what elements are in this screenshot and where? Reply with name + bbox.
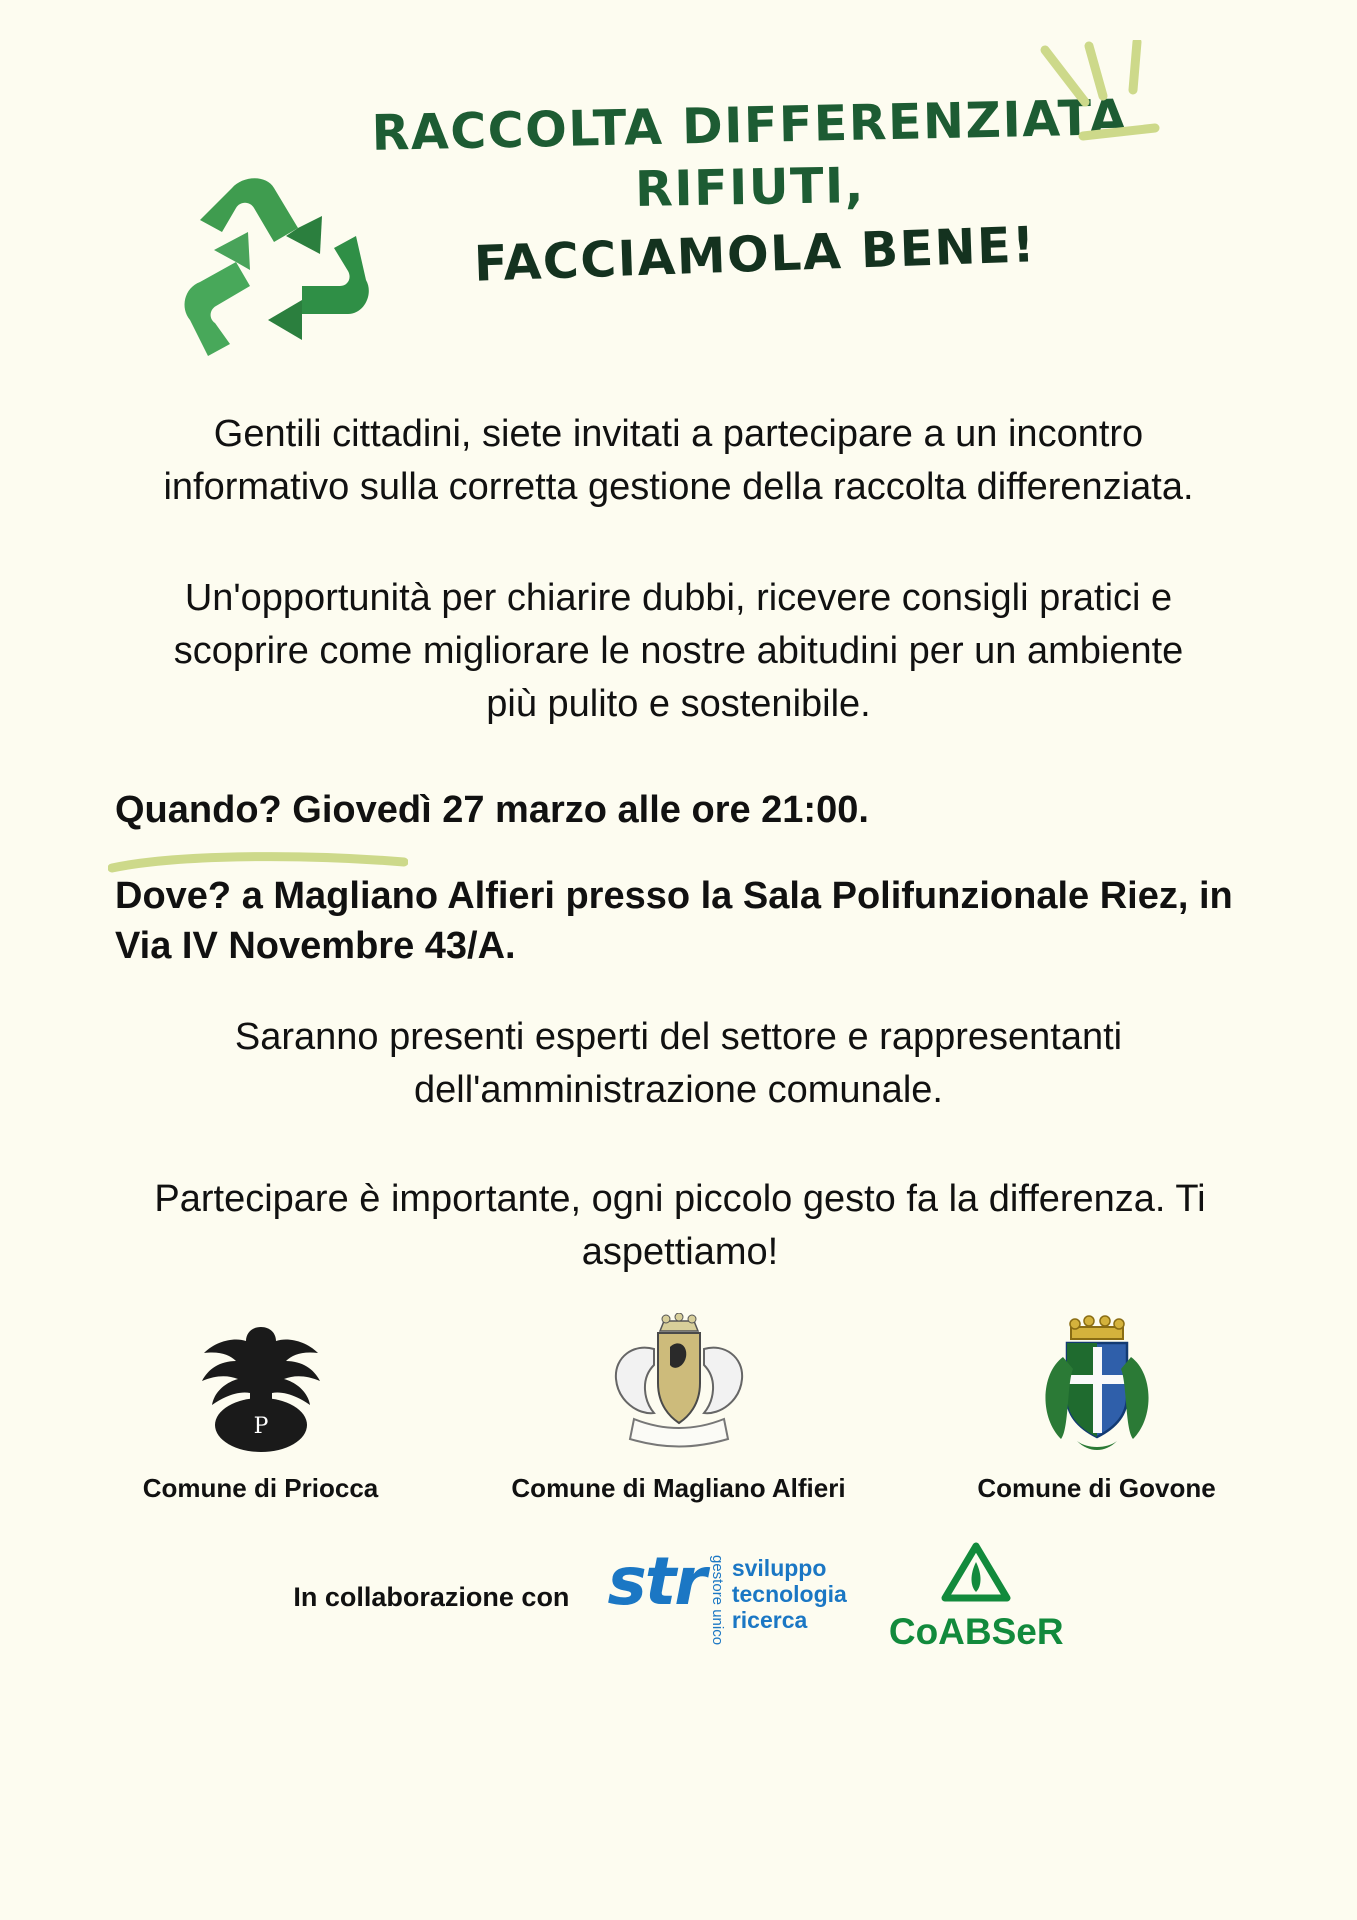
str-logo (607, 1543, 847, 1646)
coabser-logo (889, 1542, 1064, 1653)
eagle-crest-icon (76, 1313, 446, 1463)
coabser-wordmark: CoABSeR (888, 1611, 1064, 1652)
sparkle-decoration-icon (1027, 40, 1177, 180)
str-tagline-3: ricerca (731, 1607, 808, 1634)
collaboration-label: In collaborazione con (293, 1582, 570, 1612)
comuni-logos (60, 1313, 1297, 1504)
comune-priocca (76, 1313, 446, 1504)
str-vertical-text: gestore unico (708, 1555, 726, 1646)
headline-line-3: FACCIAMOLA BENE! (473, 216, 1037, 293)
paragraph-opportunity: Un'opportunità per chiarire dubbi, ricevere consigli pratici e scoprire come migliorare le nostre abitudini per un ambiente più pulito e sostenibile. (173, 577, 1184, 725)
poster-body (60, 408, 1297, 1279)
shield-crest-icon (912, 1313, 1282, 1463)
paragraph-intro: Gentili cittadini, siete invitati a partecipare a un incontro informativo sulla corretta gestione della raccolta differenziata. (163, 413, 1194, 508)
comune-label: Comune di Magliano Alfieri (511, 1473, 846, 1503)
headline-line-2: RIFIUTI, (634, 156, 866, 219)
coabser-tree-icon (941, 1542, 1011, 1609)
str-wordmark: str (607, 1543, 705, 1621)
svg-text:P: P (253, 1414, 268, 1439)
underline-swoosh-icon (108, 837, 408, 859)
headline-line-1: RACCOLTA DIFFERENZIATA (371, 89, 1129, 162)
paragraph-closing: Partecipare è importante, ogni piccolo gesto fa la differenza. Ti aspettiamo! (154, 1178, 1206, 1273)
str-tagline-2: tecnologia (731, 1581, 847, 1608)
comune-label: Comune di Govone (977, 1473, 1216, 1503)
str-tagline-1: sviluppo (731, 1555, 827, 1582)
comune-label: Comune di Priocca (142, 1473, 379, 1503)
detail-when-text: Quando? Giovedì 27 marzo alle ore 21:00. (115, 789, 869, 831)
str-taglines (732, 1555, 847, 1633)
detail-where-text: Dove? a Magliano Alfieri presso la Sala Polifunzionale Riez, in Via IV Novembre 43/A. (115, 875, 1233, 967)
poster-header (60, 0, 1297, 400)
collaboration-row (60, 1542, 1297, 1653)
paragraph-experts: Saranno presenti esperti del settore e rappresentanti dell'amministrazione comunale. (234, 1016, 1123, 1111)
detail-where (60, 871, 1275, 971)
comune-magliano-alfieri (494, 1313, 864, 1504)
detail-when (60, 785, 1297, 835)
comune-govone (912, 1313, 1282, 1504)
griffin-crest-icon (494, 1313, 864, 1463)
